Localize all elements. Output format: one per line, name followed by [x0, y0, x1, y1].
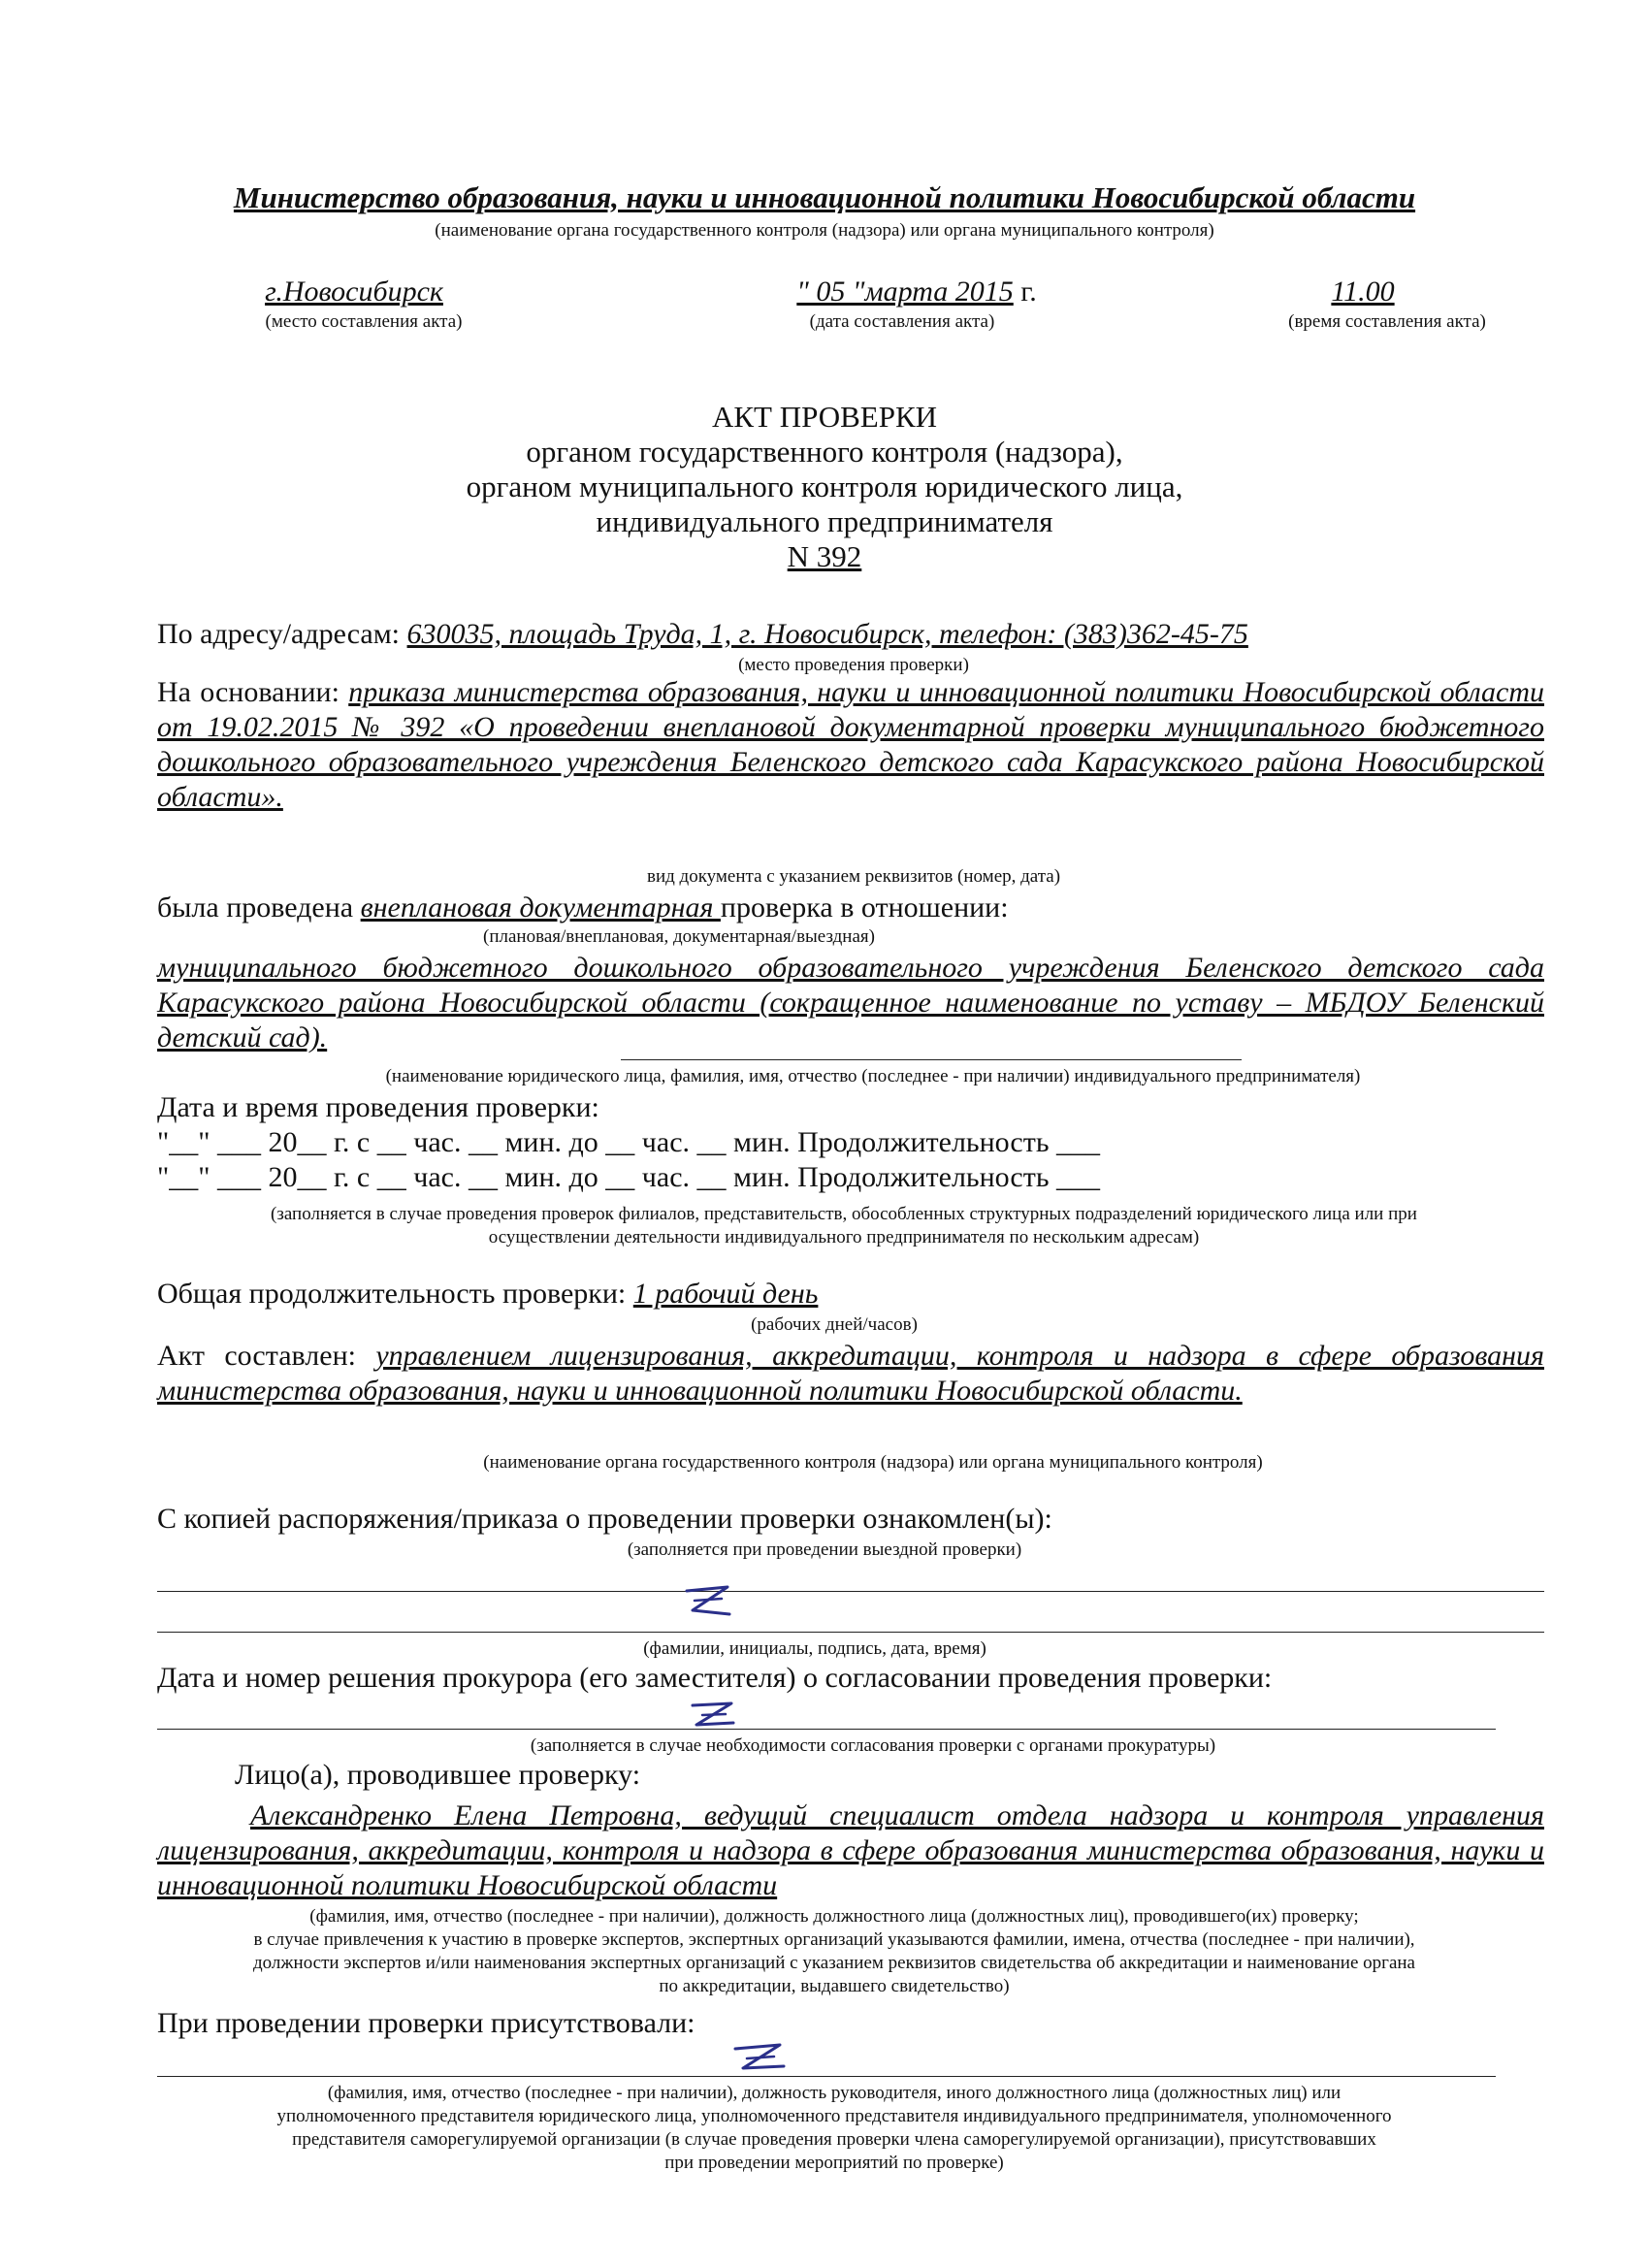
compiled-block: [157, 1339, 1544, 1409]
acquainted-caption-bottom: (фамилии, инициалы, подпись, дата, время): [643, 1638, 986, 1659]
inspection-subject-caption: (наименование юридического лица, фамилия, имя, отчество (последнее - при наличии) индивидуального предпринимателя): [385, 1066, 1361, 1086]
inspectors-caption: [116, 1905, 1552, 1998]
inspectors-caption-1: (фамилия, имя, отчество (последнее - при наличии), должность должностного лица (должностных лиц), проводившего(их) проверку;: [309, 1906, 1359, 1927]
prosecutor-label: Дата и номер решения прокурора (его заместителя) о согласовании проведения проверки:: [157, 1662, 1273, 1694]
title-line-3: органом муниципального контроля юридического лица,: [466, 470, 1183, 503]
duration-caption: (рабочих дней/часов): [751, 1314, 918, 1335]
z-strikeout-mark-2: [685, 1696, 743, 1738]
present-caption-1: (фамилия, имя, отчество (последнее - при наличии), должность руководителя, иного должностного лица (должностных лиц) или: [327, 2083, 1342, 2103]
present-label: При проведении проверки присутствовали:: [157, 2007, 695, 2039]
datetime-row-1: "__" ___ 20__ г. с __ час. __ мин. до __ час. __ мин. Продолжительность ___: [157, 1126, 1101, 1158]
present-line: [157, 2076, 1496, 2077]
present-caption-2: уполномоченного представителя юридического лица, уполномоченного представителя индивидуального предпринимателя, уполномоченного: [276, 2106, 1392, 2126]
inspectors-caption-3: должности экспертов и/или наименования экспертных организаций с указанием реквизитов свидетельства об аккредитации и наименование органа: [253, 1953, 1415, 1973]
date-value: " 05 "марта 2015: [796, 275, 1014, 308]
present-caption-3: представителя саморегулируемой организации (в случае проведения проверки члена саморегулируемой организации), присутствовавших: [292, 2129, 1376, 2150]
prosecutor-line: [157, 1729, 1496, 1730]
address-value: 630035, площадь Труда, 1, г. Новосибирск, телефон: (383)362-45-75: [406, 618, 1248, 650]
datetime-caption-2: осуществлении деятельности индивидуального предпринимателя по нескольким адресам): [488, 1227, 1200, 1247]
act-title: [97, 400, 1552, 574]
datetime-label: Дата и время проведения проверки:: [157, 1091, 599, 1123]
title-line-4: индивидуального предпринимателя: [596, 504, 1053, 538]
acquainted-line-1: [157, 1591, 1544, 1592]
datetime-row-2: "__" ___ 20__ г. с __ час. __ мин. до __ час. __ мин. Продолжительность ___: [157, 1161, 1101, 1193]
place-caption: (место составления акта): [265, 311, 463, 332]
inspection-suffix: проверка в отношении:: [720, 891, 1009, 923]
inspectors-value: Александренко Елена Петровна, ведущий специалист отдела надзора и контроля управления лицензирования, аккредитации, контроля и надзора в сфере образования министерства образования, науки и инновационной политики Новосибирской области: [157, 1799, 1544, 1901]
acquainted-line-2: [157, 1632, 1544, 1633]
inspection-type-caption: (плановая/внеплановая, документарная/выездная): [483, 926, 875, 947]
z-strikeout-mark-3: [729, 2037, 792, 2084]
prosecutor-caption: (заполняется в случае необходимости согласования проверки с органами прокуратуры): [530, 1735, 1216, 1756]
inspection-prefix: была проведена: [157, 891, 361, 923]
title-line-1: АКТ ПРОВЕРКИ: [711, 400, 938, 434]
date-block: [737, 275, 1096, 308]
subject-underline: [621, 1059, 1242, 1060]
ministry-caption: (наименование органа государственного контроля (надзора) или органа муниципального контроля): [435, 220, 1214, 241]
inspection-type: внеплановая документарная: [360, 891, 721, 923]
time-value: 11.00: [1331, 275, 1395, 308]
datetime-caption-1: (заполняется в случае проведения проверок филиалов, представительств, обособленных структурных подразделений юридического лица или при: [271, 1204, 1417, 1224]
compiled-value: управлением лицензирования, аккредитации, контроля и надзора в сфере образования министерства образования, науки и инновационной политики Новосибирской области.: [157, 1340, 1544, 1407]
inspectors-caption-2: в случае привлечения к участию в проверке экспертов, экспертных организаций указываются фамилии, имена, отчества (последнее - при наличии),: [253, 1929, 1415, 1950]
present-caption: [155, 2082, 1513, 2175]
date-suffix: г.: [1013, 275, 1037, 308]
address-label: По адресу/адресам:: [157, 618, 407, 650]
inspectors-label: Лицо(а), проводившее проверку:: [235, 1759, 641, 1791]
compiled-label: Акт составлен:: [157, 1340, 376, 1372]
address-caption: (место проведения проверки): [738, 655, 969, 675]
address-line: [157, 617, 1544, 652]
inspectors-caption-4: по аккредитации, выдавшего свидетельство): [659, 1976, 1010, 1996]
present-caption-4: при проведении мероприятий по проверке): [664, 2153, 1004, 2173]
basis-label: На основании:: [157, 676, 349, 708]
basis-block: [157, 675, 1544, 815]
acquainted-label: С копией распоряжения/приказа о проведении проверки ознакомлен(ы):: [157, 1503, 1052, 1535]
title-line-2: органом государственного контроля (надзора),: [526, 435, 1123, 469]
duration-line: [157, 1277, 818, 1312]
inspection-line: [157, 891, 1544, 925]
date-caption: (дата составления акта): [809, 311, 995, 332]
inspection-subject: муниципального бюджетного дошкольного образовательного учреждения Беленского детского сада Карасукского района Новосибирской области (сокращенное наименование по уставу – МБДОУ Беленский детский сад).: [157, 952, 1544, 1053]
basis-caption: вид документа с указанием реквизитов (номер, дата): [646, 866, 1061, 887]
compiled-caption: (наименование органа государственного контроля (надзора) или органа муниципального контроля): [483, 1452, 1263, 1473]
basis-value: приказа министерства образования, науки и инновационной политики Новосибирской области от 19.02.2015 № 392 «О проведении внеплановой документарной проверки муниципального бюджетного дошкольного образовательного учреждения Беленского детского сада Карасукского района Новосибирской области».: [157, 676, 1545, 813]
acquainted-caption-top: (заполняется при проведении выездной проверки): [627, 1539, 1022, 1560]
datetime-caption: [146, 1203, 1542, 1249]
act-number: N 392: [787, 539, 862, 573]
duration-value: 1 рабочий день: [632, 1278, 819, 1310]
place-value: г.Новосибирск: [265, 275, 443, 308]
duration-label: Общая продолжительность проверки:: [157, 1278, 633, 1310]
ministry-name: Министерство образования, науки и инновационной политики Новосибирской области: [233, 180, 1416, 214]
time-caption: (время составления акта): [1288, 311, 1486, 332]
z-strikeout-mark-1: [679, 1581, 737, 1628]
